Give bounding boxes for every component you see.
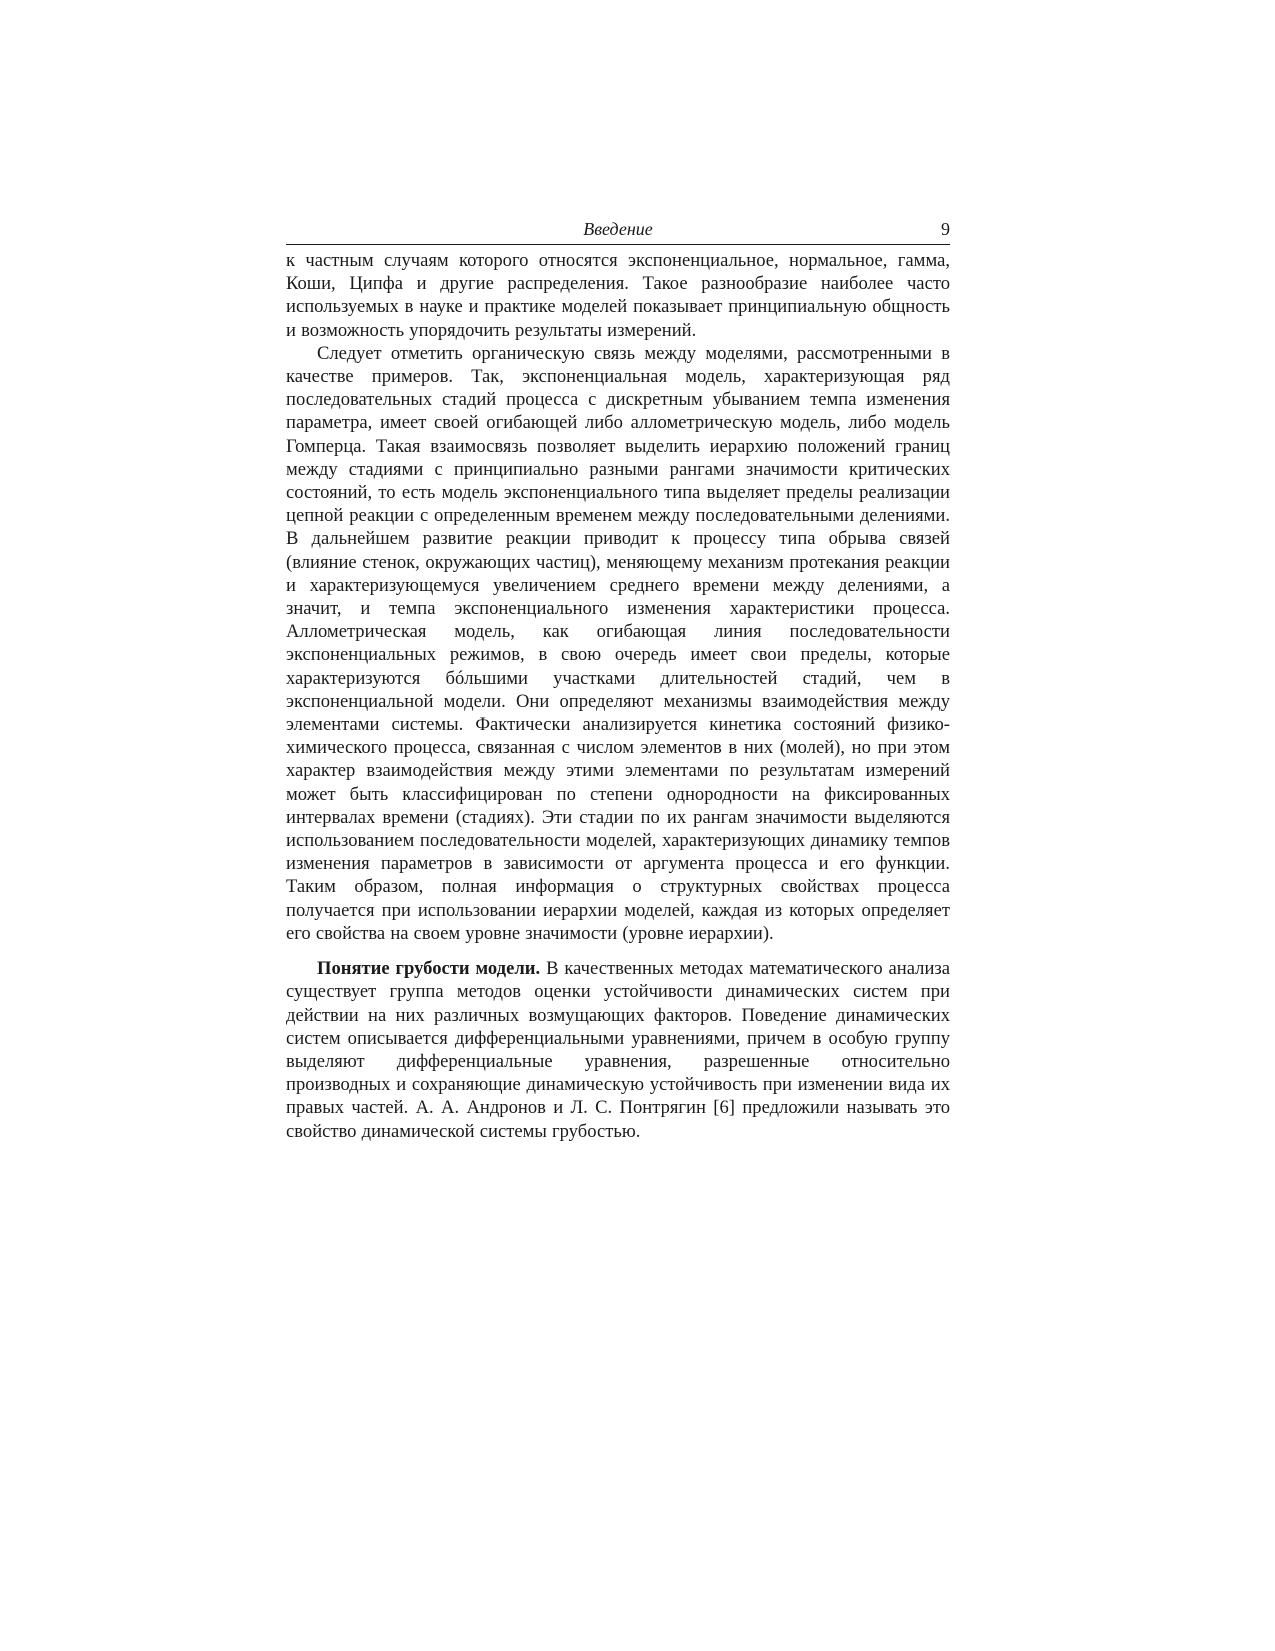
running-header — [286, 218, 950, 245]
page-number: 9 — [941, 219, 950, 239]
section-text: В качественных методах математического анализа существует группа методов оценки устойчивости динамических систем при действии на них различных возмущающих факторов. Поведение динамических систем описывается дифференциальными уравнениями, причем в особую группу выделяют дифференциальные уравнения, разрешенные относительно производных и сохраняющие динамическую устойчивость при изменении вида их правых частей. А. А. Андронов и Л. С. Понтрягин [6] предложили называть это свойство динамической системы грубостью. — [286, 958, 950, 1142]
section-heading: Понятие грубости модели. — [317, 958, 541, 980]
paragraph-model-relations: Следует отметить органическую связь между моделями, рассмотренными в качестве примеров. Так, экспоненциальная модель, характеризующая ряд последовательных стадий процесса с дискретным убыванием темпа изменения параметра, имеет своей огибающей либо аллометрическую модель, либо модель Гомперца. Такая взаимосвязь позволяет выделить иерархию положений границ между стадиями с принципиально разными рангами значимости критических состояний, то есть модель экспоненциального типа выделяет пределы реализации цепной реакции с определенным временем между последовательными делениями. В дальнейшем развитие реакции приводит к процессу типа обрыва связей (влияние стенок, окружающих частиц), меняющему механизм протекания реакции и характеризующемуся увеличением среднего времени между делениями, а значит, и темпа экспоненциального изменения характеристики процесса. Аллометрическая модель, как огибающая линия последовательности экспоненциальных режимов, в свою очередь имеет свои пределы, которые характеризуются бóльшими участками длительностей стадий, чем в экспоненциальной модели. Они определяют механизмы взаимодействия между элементами системы. Фактически анализируется кинетика состояний физико-химического процесса, связанная с числом элементов в них (молей), но при этом характер взаимодействия между этими элементами по результатам измерений может быть классифицирован по степени однородности на фиксированных интервалах времени (стадиях). Эти стадии по их рангам значимости выделяются использованием последовательности моделей, характеризующих динамику темпов изменения параметров в зависимости от аргумента процесса и его функции. Таким образом, полная информация о структурных свойствах процесса получается при использовании иерархии моделей, каждая из которых определяет его свойства на своем уровне значимости (уровне иерархии). — [286, 342, 950, 944]
body-text — [286, 249, 950, 1143]
paragraph-continuation: к частным случаям которого относятся экспоненциальное, нормальное, гамма, Коши, Ципфа и другие распределения. Такое разнообразие наиболее часто используемых в науке и практике моделей показывает принципиальную общность и возможность упорядочить результаты измерений. — [286, 250, 950, 341]
book-page — [286, 218, 950, 1143]
section-roughness — [286, 957, 950, 1143]
chapter-title: Введение — [583, 219, 653, 239]
